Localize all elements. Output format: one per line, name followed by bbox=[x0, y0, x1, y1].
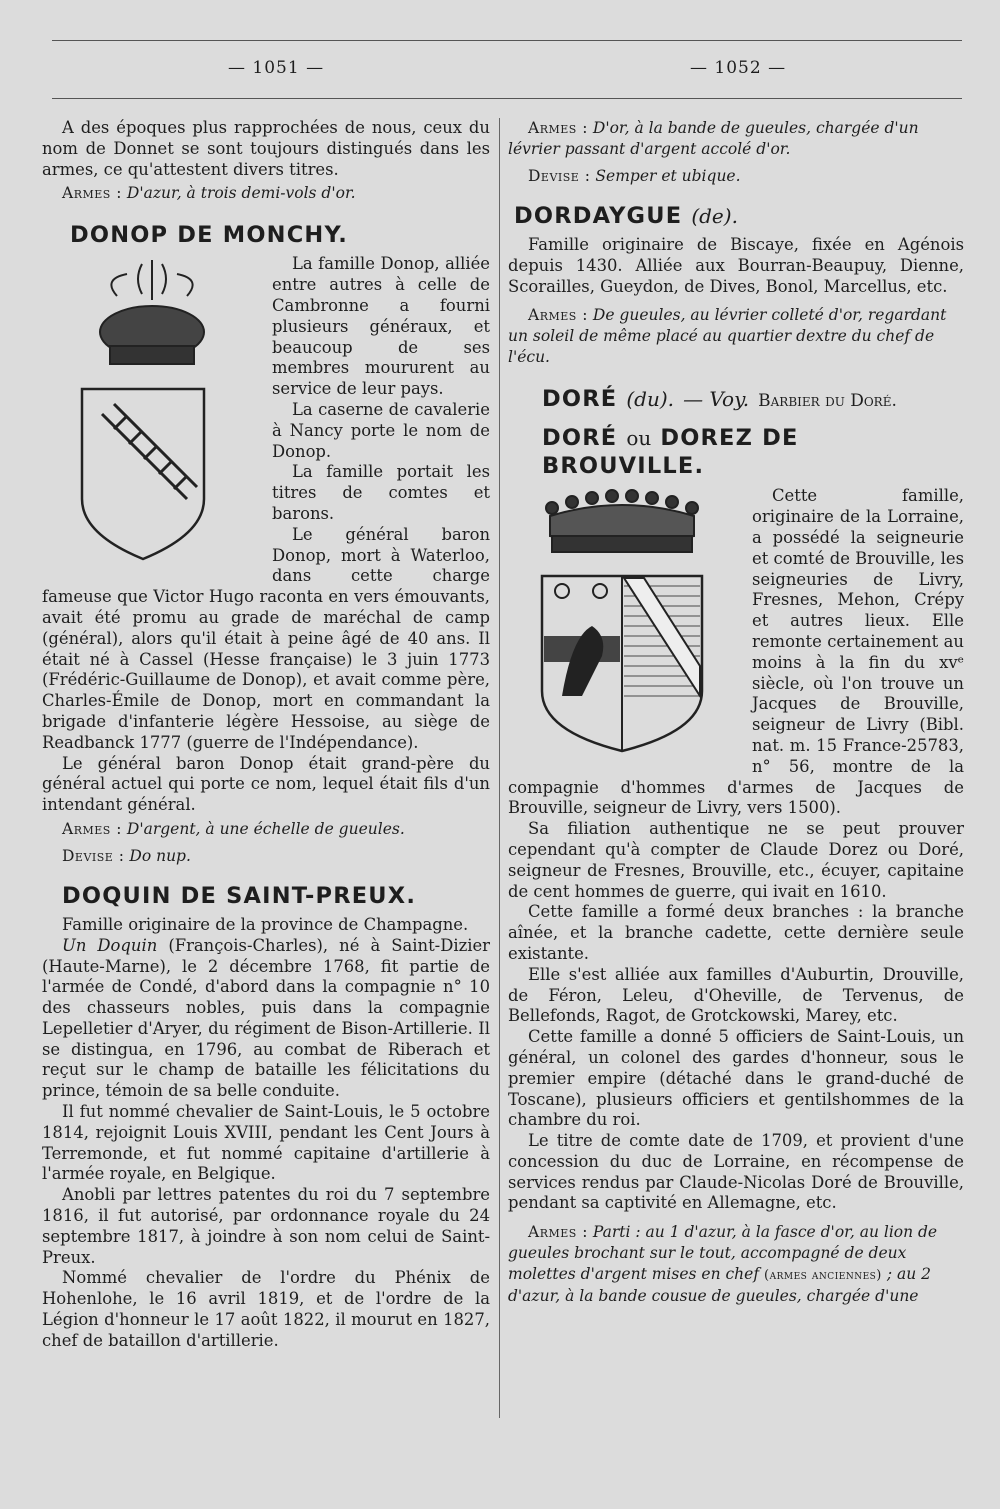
dore-suffix: (du). bbox=[626, 387, 675, 412]
armes-text-1: Parti : au 1 d'azur, à la fasce d'or, au lion de gueules brochant sur le tout, accompagné de deux molettes d'argent mises en chef bbox=[508, 1223, 938, 1284]
doquin-p5: Nommé chevalier de l'ordre du Phénix de Hohenlohe, le 16 avril 1819, et de l'ordre de la Légion d'honneur le 17 août 1822, il mourut en 1827, chef de bataillon d'artillerie. bbox=[42, 1268, 490, 1350]
dordaygue-title: DORDAYGUE bbox=[514, 203, 683, 229]
donop-p1: La famille Donop, alliée entre autres à celle de Cambronne a fourni plusieurs généraux, et beaucoup de ses membres moururent au service de leur pays. bbox=[272, 254, 490, 399]
ladder-shield-icon bbox=[82, 389, 204, 559]
right-column bbox=[508, 118, 964, 1313]
dorez-p6: Le titre de comte date de 1709, et provient d'une concession du duc de Lorraine, en récompense de services rendus par Claude-Nicolas Doré de Brouville, pendant sa captivité en Allemagne, etc. bbox=[508, 1131, 964, 1213]
donop-arms bbox=[72, 254, 262, 564]
armes-text: D'argent, à une échelle de gueules. bbox=[126, 819, 405, 838]
dorez-arms bbox=[532, 486, 742, 756]
armes-label: Armes : bbox=[528, 1223, 588, 1242]
donop-p2: La caserne de cavalerie à Nancy porte le nom de Donop. bbox=[272, 399, 490, 461]
dorez-p2: Sa filiation authentique ne se peut prouver cependant qu'à compter de Claude Dorez ou Doré, seigneur de Fresnes, Brouville, etc., écuyer, capitaine de cent hommes de guerre, qui ivait en 1610. bbox=[508, 819, 964, 901]
page-number-right: — 1052 — bbox=[690, 58, 787, 78]
entry-title-dordaygue bbox=[514, 203, 964, 229]
entry-title-dorez bbox=[542, 424, 964, 480]
top-rule bbox=[52, 40, 962, 41]
left-column bbox=[42, 118, 490, 1352]
armes-label: Armes : bbox=[528, 119, 588, 137]
dorez-title-rest: DOREZ DE BROUVILLE. bbox=[542, 425, 799, 480]
column-divider bbox=[499, 118, 500, 1418]
donop-armes bbox=[42, 819, 490, 840]
top-armes bbox=[508, 118, 964, 160]
armes-label: Armes : bbox=[62, 819, 122, 838]
dorez-p4: Elle s'est alliée aux familles d'Auburtin, Drouville, de Féron, Leleu, d'Oheville, de Tervenus, de Bellefonds, Ragot, de Grotckowski, Marey, etc. bbox=[508, 964, 964, 1026]
devise-label: Devise : bbox=[62, 846, 125, 865]
dordaygue-armes bbox=[508, 305, 964, 368]
doquin-p2 bbox=[42, 936, 490, 1102]
intro-armes bbox=[42, 183, 490, 204]
armes-anciennes: (armes anciennes) bbox=[764, 1268, 882, 1284]
entry-title-dore bbox=[542, 386, 964, 412]
dordaygue-p1: Famille originaire de Biscaye, fixée en Agénois depuis 1430. Alliée aux Bourran-Beaupuy, Dienne, Scorailles, Gueydon, de Dives, Bonol, Marcellus, etc. bbox=[508, 235, 964, 296]
intro-paragraph: A des époques plus rapprochées de nous, ceux du nom de Donnet se sont toujours distingués dans les armes, ce qu'attestent divers titres. bbox=[42, 118, 490, 179]
donop-p3: La famille portait les titres de comtes et barons. bbox=[272, 462, 490, 523]
armes-label: Armes : bbox=[528, 306, 588, 325]
dorez-ou: ou bbox=[626, 426, 652, 451]
armes-text: D'azur, à trois demi-vols d'or. bbox=[126, 184, 356, 203]
devise-label: Devise : bbox=[528, 167, 591, 185]
armes-text-2: ; au 2 d'azur, à la bande cousue de gueules, chargée d'une bbox=[508, 1265, 931, 1306]
doquin-name: Un Doquin bbox=[62, 935, 158, 955]
donop-devise bbox=[42, 846, 490, 867]
lion-shield-icon bbox=[542, 576, 702, 751]
top-devise bbox=[508, 166, 964, 187]
count-crown-icon bbox=[532, 486, 732, 756]
armes-label: Armes : bbox=[62, 184, 122, 203]
dorez-armes bbox=[508, 1222, 964, 1307]
devise-text: Semper et ubique. bbox=[595, 167, 741, 185]
doquin-p1: Famille originaire de la province de Champagne. bbox=[62, 914, 469, 934]
dore-voy: — Voy. bbox=[683, 387, 750, 412]
dore-ref: Barbier du Doré. bbox=[758, 391, 897, 412]
entry-title-donop: DONOP DE MONCHY. bbox=[70, 222, 348, 249]
dordaygue-suffix: (de). bbox=[691, 204, 738, 228]
armes-text: De gueules, au lévrier colleté d'or, regardant un soleil de même placé au quartier dextre du chef de l'écu. bbox=[508, 306, 947, 367]
dorez-p5: Cette famille a donné 5 officiers de Saint-Louis, un général, un colonel des gardes d'honneur, sous le premier empire (détaché dans le grand-duché de Toscane), plusieurs officiers et gentilshommes de la chambre du roi. bbox=[508, 1027, 964, 1130]
page-number-left: — 1051 — bbox=[228, 58, 325, 78]
armes-text: D'or, à la bande de gueules, chargée d'un lévrier passant d'argent accolé d'or. bbox=[508, 119, 919, 158]
doquin-p4: Anobli par lettres patentes du roi du 7 septembre 1816, il fut autorisé, par ordonnance royale du 24 septembre 1817, à joindre à son nom celui de Saint-Preux. bbox=[42, 1185, 490, 1267]
header-rule bbox=[52, 98, 962, 99]
doquin-p2-text: (François-Charles), né à Saint-Dizier (Haute-Marne), le 2 décembre 1768, fit partie de l'armée de Condé, d'abord dans la compagnie n° 10 des chasseurs nobles, puis dans la compagnie Lepelletier d'Aryer, du régiment de Bison-Artillerie. Il se distingua, en 1796, au combat de Riberach et reçut sur le champ de bataille les félicitations du prince, témoin de sa belle conduite. bbox=[42, 935, 490, 1101]
crown-icon bbox=[72, 254, 232, 564]
devise-text: Do nup. bbox=[129, 846, 191, 865]
donop-p4: Le général baron Donop, mort à Waterloo, dans cette charge fameuse que Victor Hugo raconta en vers émouvants, avait été promu au grade de maréchal de camp (général), alors qu'il était à peine âgé de 40 ans. Il était né à Cassel (Hesse française) le 3 juin 1773 (Frédéric-Guillaume de Donop), et avait comme père, Charles-Émile de Donop, mort en commandant la brigade d'infanterie légère Hessoise, au siège de Readbanck 1777 (guerre de l'Indépendance). bbox=[42, 524, 490, 752]
dorez-p1: Cette famille, originaire de la Lorraine, a possédé la seigneurie et comté de Brouville, les seigneuries de Livry, Fresnes, Mehon, Crépy et autres lieux. Elle remonte certainement au moins à la fin du xvᵉ siècle, où l'on trouve un Jacques de Brouville, seigneur de Livry (Bibl. nat. m. 15 France-25783, n° 56, montre de la compagnie d'hommes d'armes de Jacques de Brouville, seigneur de Livry, vers 1500). bbox=[508, 486, 964, 818]
doquin-p3: Il fut nommé chevalier de Saint-Louis, le 5 octobre 1814, rejoignit Louis XVIII, pendant les Cent Jours à Terremonde, et fut nommé capitaine d'artillerie à l'armée royale, en Belgique. bbox=[42, 1102, 490, 1184]
donop-p5: Le général baron Donop était grand-père du général actuel qui porte ce nom, lequel était fils d'un intendant général. bbox=[42, 753, 490, 815]
dorez-title: DORÉ bbox=[542, 425, 618, 452]
dore-title: DORÉ bbox=[542, 386, 618, 413]
entry-title-doquin: DOQUIN DE SAINT-PREUX. bbox=[62, 882, 417, 909]
dorez-p3: Cette famille a formé deux branches : la branche aînée, et la branche cadette, cette dernière seule existante. bbox=[508, 902, 964, 963]
